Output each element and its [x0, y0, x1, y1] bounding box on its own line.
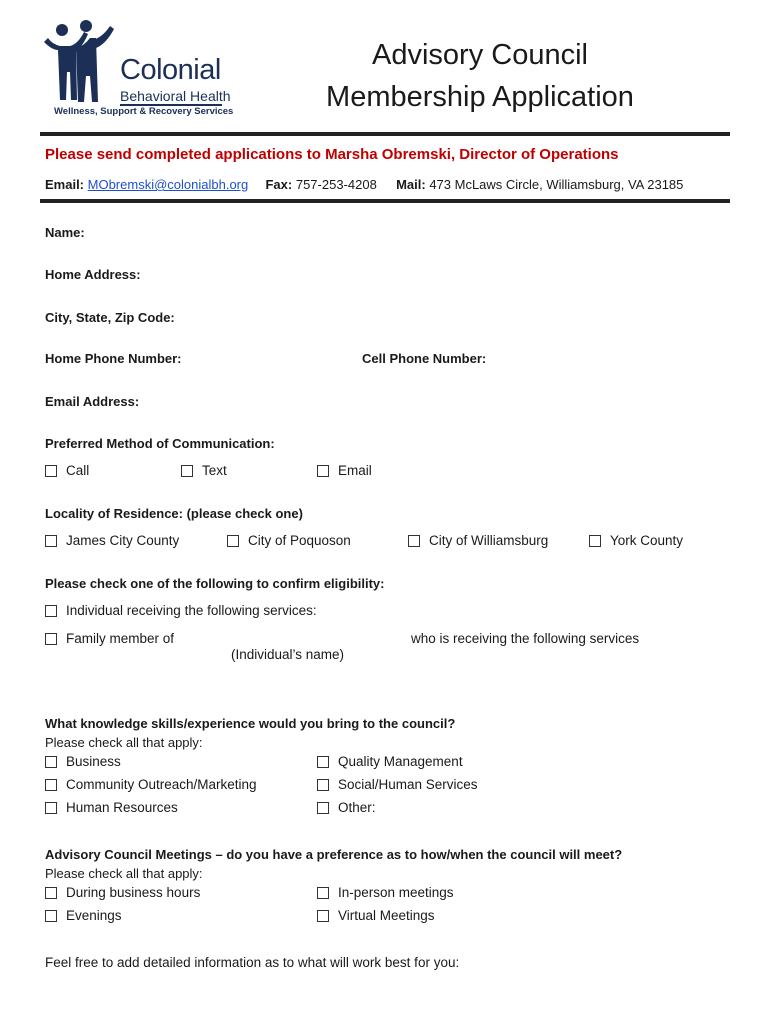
- option-label: Family member of: [66, 631, 175, 646]
- option-in-person[interactable]: [317, 885, 454, 900]
- option-text[interactable]: [181, 463, 227, 478]
- option-label: In-person meetings: [338, 885, 454, 900]
- title-line-2: Membership Application: [326, 81, 634, 113]
- skills-question: What knowledge skills/experience would you bring to the council?: [45, 716, 456, 731]
- receiving-services-text: who is receiving the following services: [411, 631, 640, 646]
- checkbox[interactable]: [317, 779, 329, 791]
- checkbox[interactable]: [45, 465, 57, 477]
- logo-name: Colonial: [120, 54, 221, 86]
- option-label: Evenings: [66, 908, 122, 923]
- option-label: Community Outreach/Marketing: [66, 777, 257, 792]
- option-label: Social/Human Services: [338, 777, 478, 792]
- option-social-human-services[interactable]: [317, 777, 478, 792]
- people-logo-icon: [40, 20, 120, 110]
- checkbox[interactable]: [45, 535, 57, 547]
- option-city-of-poquoson[interactable]: [227, 533, 351, 548]
- option-label: Virtual Meetings: [338, 908, 435, 923]
- option-label: During business hours: [66, 885, 201, 900]
- home-phone-label: Home Phone Number:: [45, 351, 182, 366]
- checkbox[interactable]: [45, 605, 57, 617]
- option-label: Call: [66, 463, 90, 478]
- checkbox[interactable]: [45, 633, 57, 645]
- option-email[interactable]: [317, 463, 372, 478]
- option-label: James City County: [66, 533, 180, 548]
- option-label: Text: [202, 463, 227, 478]
- email-address-label: Email Address:: [45, 394, 140, 409]
- option-individual[interactable]: [45, 603, 317, 618]
- individual-name-caption: (Individual’s name): [231, 647, 345, 662]
- fax-label: Fax:: [265, 177, 293, 192]
- option-quality-management[interactable]: [317, 754, 463, 769]
- option-business-hours[interactable]: [45, 885, 200, 900]
- meetings-instruction: Please check all that apply:: [45, 866, 203, 881]
- meetings-question: Advisory Council Meetings – do you have a preference as to how/when the council will meet?: [45, 847, 623, 862]
- option-label: Business: [66, 754, 121, 769]
- checkbox[interactable]: [227, 535, 239, 547]
- option-york-county[interactable]: [589, 533, 683, 548]
- contact-divider: [40, 199, 730, 203]
- checkbox[interactable]: [45, 802, 57, 814]
- option-label: Human Resources: [66, 800, 178, 815]
- checkbox[interactable]: [408, 535, 420, 547]
- checkbox[interactable]: [317, 756, 329, 768]
- contact-line: [45, 177, 683, 192]
- checkbox[interactable]: [317, 887, 329, 899]
- submission-notice: Please send completed applications to Marsha Obremski, Director of Operations: [45, 146, 619, 163]
- checkbox[interactable]: [45, 779, 57, 791]
- option-label: Other:: [338, 800, 376, 815]
- checkbox[interactable]: [317, 465, 329, 477]
- option-call[interactable]: [45, 463, 89, 478]
- colonial-logo: [40, 20, 240, 120]
- checkbox[interactable]: [317, 802, 329, 814]
- locality-label: Locality of Residence: (please check one): [45, 506, 303, 521]
- checkbox[interactable]: [317, 910, 329, 922]
- email-label: Email:: [45, 177, 85, 192]
- option-city-of-williamsburg[interactable]: [408, 533, 548, 548]
- eligibility-label: Please check one of the following to confirm eligibility:: [45, 576, 385, 591]
- communication-label: Preferred Method of Communication:: [45, 436, 275, 451]
- city-state-zip-label: City, State, Zip Code:: [45, 310, 175, 325]
- name-label: Name:: [45, 225, 85, 240]
- option-community-outreach[interactable]: [45, 777, 257, 792]
- option-virtual[interactable]: [317, 908, 435, 923]
- option-label: Individual receiving the following services:: [66, 603, 317, 618]
- page-title: [290, 34, 670, 118]
- option-label: Quality Management: [338, 754, 463, 769]
- mail-address: 473 McLaws Circle, Williamsburg, VA 23185: [429, 177, 684, 192]
- checkbox[interactable]: [45, 910, 57, 922]
- option-james-city-county[interactable]: [45, 533, 179, 548]
- email-link[interactable]: MObremski@colonialbh.org: [87, 177, 249, 192]
- skills-instruction: Please check all that apply:: [45, 735, 203, 750]
- title-line-1: Advisory Council: [372, 39, 588, 71]
- option-label: Email: [338, 463, 372, 478]
- logo-tagline: Wellness, Support & Recovery Services: [54, 106, 234, 117]
- option-human-resources[interactable]: [45, 800, 178, 815]
- home-address-label: Home Address:: [45, 267, 141, 282]
- mail-label: Mail:: [396, 177, 426, 192]
- checkbox[interactable]: [181, 465, 193, 477]
- option-business[interactable]: [45, 754, 121, 769]
- option-label: City of Poquoson: [248, 533, 351, 548]
- footer-note: Feel free to add detailed information as to what will work best for you:: [45, 955, 460, 970]
- option-label: City of Williamsburg: [429, 533, 549, 548]
- option-family-member[interactable]: [45, 631, 174, 646]
- top-divider: [40, 132, 730, 136]
- fax-number: 757-253-4208: [295, 177, 377, 192]
- option-label: York County: [610, 533, 684, 548]
- option-evenings[interactable]: [45, 908, 122, 923]
- logo-subtitle: Behavioral Health: [120, 88, 231, 104]
- cell-phone-label: Cell Phone Number:: [362, 351, 487, 366]
- checkbox[interactable]: [45, 887, 57, 899]
- checkbox[interactable]: [589, 535, 601, 547]
- checkbox[interactable]: [45, 756, 57, 768]
- option-other[interactable]: [317, 800, 376, 815]
